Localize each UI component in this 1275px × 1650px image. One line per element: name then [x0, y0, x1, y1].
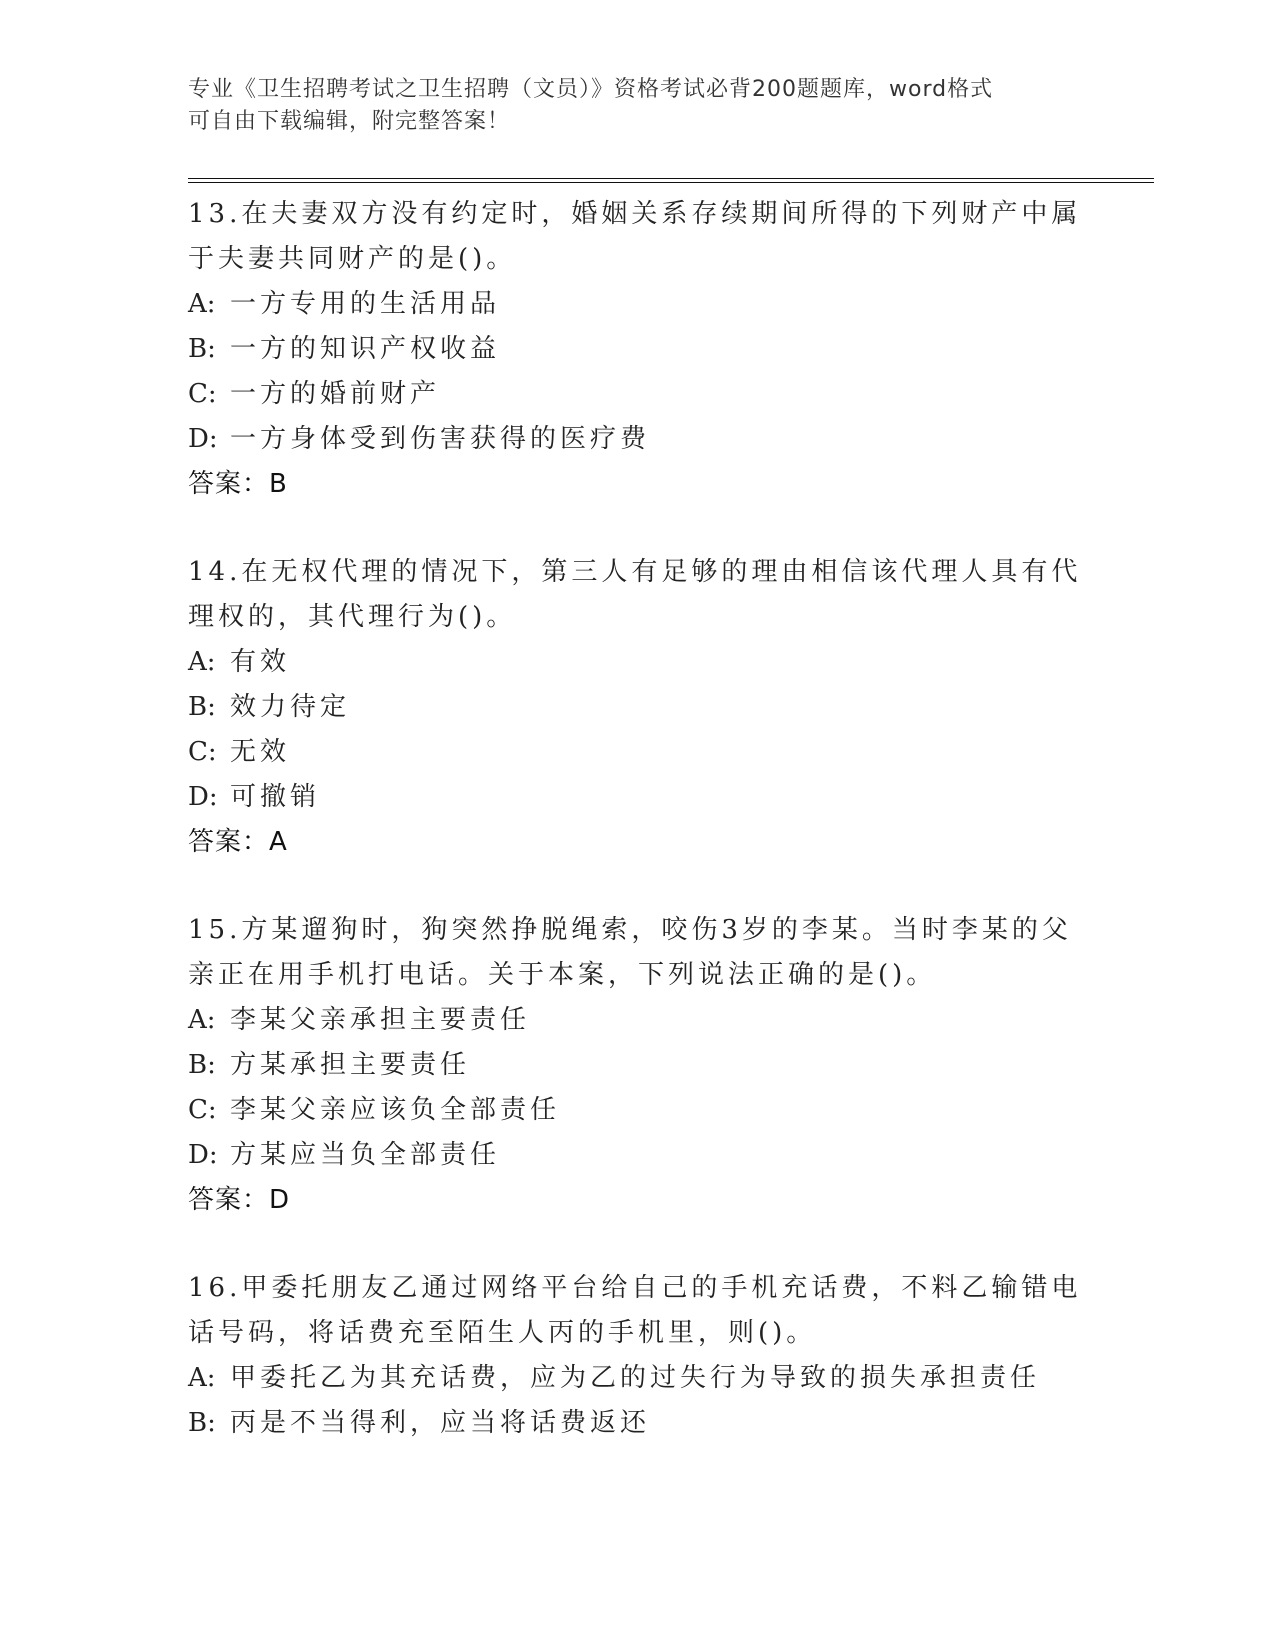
option-d: D: 可撤销: [188, 782, 321, 812]
question-text: 15.方某遛狗时，狗突然挣脱绳索，咬伤3岁的李某。当时李某的父亲正在用手机打电话。关于本案，下列说法正确的是()。: [188, 915, 1072, 990]
header-divider-thin: [188, 182, 1154, 183]
question-15: [188, 908, 1088, 1223]
option-c: C: 无效: [188, 737, 291, 767]
answer: 答案：A: [188, 827, 288, 857]
header-line-2: 可自由下载编辑，附完整答案！: [188, 109, 511, 134]
question-text: 14.在无权代理的情况下，第三人有足够的理由相信该代理人具有代理权的，其代理行为()。: [188, 557, 1082, 632]
option-c: C: 李某父亲应该负全部责任: [188, 1095, 561, 1125]
option-a: A: 有效: [188, 647, 291, 677]
document-header: [188, 74, 1068, 138]
question-text: 13.在夫妻双方没有约定时，婚姻关系存续期间所得的下列财产中属于夫妻共同财产的是()。: [188, 199, 1082, 274]
answer: 答案：D: [188, 1185, 291, 1215]
option-a: A: 一方专用的生活用品: [188, 289, 501, 319]
option-b: B: 一方的知识产权收益: [188, 334, 501, 364]
option-c: C: 一方的婚前财产: [188, 379, 441, 409]
question-14: [188, 550, 1088, 865]
option-b: B: 丙是不当得利，应当将话费返还: [188, 1408, 651, 1438]
question-16: [188, 1266, 1088, 1446]
option-b: B: 效力待定: [188, 692, 351, 722]
header-divider: [188, 178, 1154, 179]
question-13: [188, 192, 1088, 507]
option-a: A: 李某父亲承担主要责任: [188, 1005, 531, 1035]
answer: 答案：B: [188, 469, 288, 499]
option-a: A: 甲委托乙为其充话费，应为乙的过失行为导致的损失承担责任: [188, 1363, 1041, 1393]
header-line-1: 专业《卫生招聘考试之卫生招聘（文员）》资格考试必背200题题库，word格式: [188, 77, 994, 102]
option-b: B: 方某承担主要责任: [188, 1050, 471, 1080]
question-list: [188, 192, 1088, 1489]
option-d: D: 一方身体受到伤害获得的医疗费: [188, 424, 651, 454]
option-d: D: 方某应当负全部责任: [188, 1140, 501, 1170]
question-text: 16.甲委托朋友乙通过网络平台给自己的手机充话费，不料乙输错电话号码，将话费充至陌生人丙的手机里，则()。: [188, 1273, 1082, 1348]
